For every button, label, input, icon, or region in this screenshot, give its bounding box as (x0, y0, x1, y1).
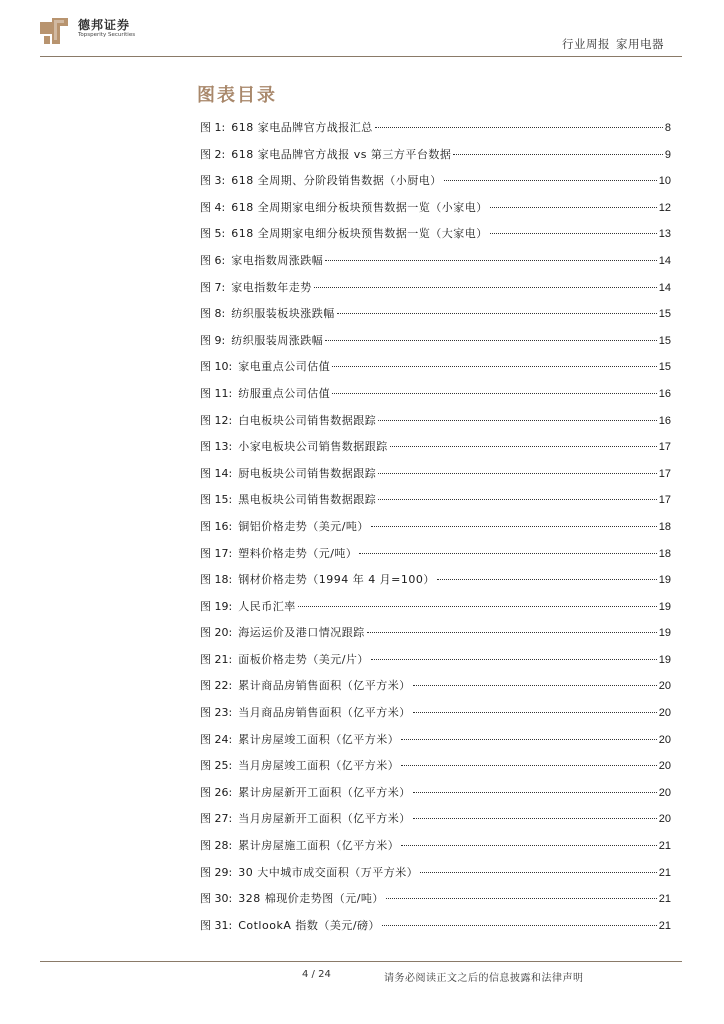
toc-entry-page: 19 (658, 600, 671, 613)
toc-leader-dots (413, 818, 657, 819)
toc-leader-dots (444, 180, 657, 181)
toc-leader-dots (401, 845, 657, 846)
toc-entry[interactable] (200, 358, 671, 385)
toc-entry[interactable] (200, 677, 671, 704)
toc-entry-number: 图 7: (200, 280, 226, 294)
toc-entry-number: 图 18: (200, 573, 233, 587)
toc-entry-page: 17 (658, 467, 671, 480)
toc-entry-title: 累计房屋竣工面积（亿平方米） (238, 732, 400, 746)
toc-leader-dots (298, 606, 657, 607)
toc-leader-dots (371, 526, 657, 527)
toc-entry-title: 人民币汇率 (238, 599, 296, 613)
toc-entry-page: 19 (658, 574, 671, 587)
toc-leader-dots (413, 685, 657, 686)
toc-entry-title: 家电指数年走势 (231, 280, 312, 294)
toc-entry-number: 图 12: (200, 413, 233, 427)
toc-entry-page: 21 (658, 840, 671, 853)
brand-name-cn: 德邦证券 (78, 18, 131, 32)
toc-leader-dots (371, 659, 657, 660)
toc-entry-title: 纺服重点公司估值 (238, 386, 331, 400)
toc-entry-title: 30 大中城市成交面积（万平方米） (238, 865, 419, 879)
toc-entry[interactable] (200, 837, 671, 864)
toc-leader-dots (378, 420, 657, 421)
toc-entry-title: 当月房屋新开工面积（亿平方米） (238, 812, 411, 826)
toc-entry-title: 累计商品房销售面积（亿平方米） (238, 679, 411, 693)
toc-entry-page: 15 (658, 308, 671, 321)
toc-entry[interactable] (200, 784, 671, 811)
toc-entry-number: 图 2: (200, 147, 226, 161)
toc-entry[interactable] (200, 332, 671, 359)
toc-entry[interactable] (200, 465, 671, 492)
toc-entry-number: 图 22: (200, 679, 233, 693)
toc-entry[interactable] (200, 225, 671, 252)
toc-entry-title: 618 家电品牌官方战报汇总 (231, 121, 373, 134)
toc-entry-number: 图 23: (200, 706, 233, 720)
toc-entry-number: 图 8: (200, 307, 226, 321)
toc-entry-title: 累计房屋新开工面积（亿平方米） (238, 785, 411, 799)
toc-entry-number: 图 4: (200, 200, 226, 214)
toc-leader-dots (367, 632, 657, 633)
toc-entry-page: 15 (658, 334, 671, 347)
toc-entry-number: 图 3: (200, 174, 226, 188)
toc-entry-page: 18 (658, 520, 671, 533)
toc-entry[interactable] (200, 917, 671, 944)
toc-entry[interactable] (200, 545, 671, 572)
toc-entry-page: 13 (658, 228, 671, 241)
toc-entry-page: 20 (658, 680, 671, 693)
toc-leader-dots (359, 553, 656, 554)
toc-entry[interactable] (200, 518, 671, 545)
toc-entry-number: 图 20: (200, 626, 233, 640)
header-divider (40, 56, 682, 57)
toc-entry-title: 618 全周期、分阶段销售数据（小厨电） (231, 174, 442, 188)
toc-leader-dots (453, 154, 662, 155)
toc-entry[interactable] (200, 438, 671, 465)
toc-entry-title: 厨电板块公司销售数据跟踪 (238, 466, 377, 480)
toc-entry-number: 图 26: (200, 785, 233, 799)
figure-toc-list (200, 119, 671, 943)
toc-leader-dots (375, 127, 663, 128)
toc-entry-title: 面板价格走势（美元/片） (238, 652, 369, 666)
toc-entry-title: 铜铝价格走势（美元/吨） (238, 519, 369, 533)
report-category (562, 36, 664, 52)
toc-entry[interactable] (200, 571, 671, 598)
toc-entry[interactable] (200, 890, 671, 917)
toc-entry[interactable] (200, 279, 671, 306)
toc-entry-number: 图 1: (200, 121, 226, 134)
toc-leader-dots (382, 925, 657, 926)
toc-leader-dots (378, 499, 657, 500)
toc-entry-page: 14 (658, 281, 671, 294)
toc-entry-page: 20 (658, 786, 671, 799)
toc-leader-dots (325, 340, 657, 341)
toc-entry-page: 9 (664, 148, 671, 161)
toc-entry-title: 家电指数周涨跌幅 (231, 253, 324, 267)
toc-entry-title: 618 全周期家电细分板块预售数据一览（大家电） (231, 227, 488, 241)
toc-leader-dots (490, 207, 657, 208)
toc-entry-title: 纺织服装板块涨跌幅 (231, 307, 335, 321)
toc-entry-number: 图 19: (200, 599, 233, 613)
toc-entry[interactable] (200, 305, 671, 332)
topsperity-logo-icon (38, 14, 72, 48)
toc-leader-dots (325, 260, 657, 261)
industry-name: 家用电器 (616, 37, 664, 51)
page-header (0, 0, 724, 60)
toc-entry-page: 20 (658, 760, 671, 773)
toc-entry-title: 618 全周期家电细分板块预售数据一览（小家电） (231, 200, 488, 214)
toc-leader-dots (413, 712, 657, 713)
toc-entry-title: 328 棉现价走势图（元/吨） (238, 892, 384, 906)
toc-entry-number: 图 15: (200, 493, 233, 507)
toc-entry-title: 家电重点公司估值 (238, 360, 331, 374)
toc-entry-title: CotlookA 指数（美元/磅） (238, 918, 381, 932)
toc-entry-title: 钢材价格走势（1994 年 4 月=100） (238, 573, 435, 587)
toc-entry-number: 图 13: (200, 440, 233, 454)
toc-entry[interactable] (200, 172, 671, 199)
toc-entry-page: 10 (658, 175, 671, 188)
toc-entry-number: 图 30: (200, 892, 233, 906)
toc-entry-page: 16 (658, 414, 671, 427)
toc-leader-dots (332, 366, 657, 367)
toc-entry-page: 20 (658, 707, 671, 720)
toc-entry[interactable] (200, 119, 671, 146)
toc-leader-dots (386, 898, 657, 899)
toc-entry-page: 15 (658, 361, 671, 374)
toc-entry-page: 21 (658, 919, 671, 932)
toc-leader-dots (420, 872, 657, 873)
toc-entry-number: 图 9: (200, 333, 226, 347)
toc-entry-number: 图 28: (200, 839, 233, 853)
toc-leader-dots (332, 393, 657, 394)
toc-entry[interactable] (200, 146, 671, 173)
toc-entry-title: 白电板块公司销售数据跟踪 (238, 413, 377, 427)
toc-entry[interactable] (200, 651, 671, 678)
toc-entry-page: 21 (658, 866, 671, 879)
toc-entry-title: 塑料价格走势（元/吨） (238, 546, 358, 560)
toc-entry[interactable] (200, 810, 671, 837)
toc-entry-title: 当月房屋竣工面积（亿平方米） (238, 759, 400, 773)
toc-entry-page: 19 (658, 627, 671, 640)
toc-entry[interactable] (200, 864, 671, 891)
toc-entry-page: 20 (658, 733, 671, 746)
brand-name-en: Topsperity Securities (78, 32, 136, 38)
toc-entry-number: 图 24: (200, 732, 233, 746)
report-type: 行业周报 (562, 37, 610, 51)
toc-entry-title: 黑电板块公司销售数据跟踪 (238, 493, 377, 507)
toc-leader-dots (437, 579, 657, 580)
toc-entry-page: 17 (658, 441, 671, 454)
toc-entry-page: 18 (658, 547, 671, 560)
toc-entry-page: 14 (658, 254, 671, 267)
toc-entry-title: 纺织服装周涨跌幅 (231, 333, 324, 347)
toc-entry-number: 图 27: (200, 812, 233, 826)
toc-entry-number: 图 25: (200, 759, 233, 773)
page-number: 4 / 24 (302, 969, 331, 980)
toc-entry-page: 8 (664, 122, 671, 134)
toc-entry-number: 图 10: (200, 360, 233, 374)
toc-entry-number: 图 14: (200, 466, 233, 480)
toc-entry[interactable] (200, 412, 671, 439)
toc-leader-dots (413, 792, 657, 793)
toc-entry-page: 16 (658, 387, 671, 400)
toc-entry-number: 图 29: (200, 865, 233, 879)
toc-entry-title: 618 家电品牌官方战报 vs 第三方平台数据 (231, 147, 452, 161)
toc-entry-page: 12 (658, 201, 671, 214)
toc-entry-title: 海运运价及港口情况跟踪 (238, 626, 365, 640)
toc-entry[interactable] (200, 385, 671, 412)
toc-entry-number: 图 31: (200, 918, 233, 932)
brand-logo (38, 14, 158, 48)
toc-entry-number: 图 17: (200, 546, 233, 560)
page-title: 图表目录 (197, 85, 277, 106)
toc-entry[interactable] (200, 252, 671, 279)
toc-leader-dots (337, 313, 657, 314)
toc-entry-number: 图 21: (200, 652, 233, 666)
toc-entry[interactable] (200, 624, 671, 651)
legal-disclaimer: 请务必阅读正文之后的信息披露和法律声明 (384, 973, 584, 984)
toc-entry[interactable] (200, 757, 671, 784)
toc-entry[interactable] (200, 491, 671, 518)
toc-entry-number: 图 6: (200, 253, 226, 267)
footer-divider (40, 961, 682, 962)
toc-entry-page: 21 (658, 893, 671, 906)
toc-leader-dots (401, 739, 657, 740)
toc-entry-title: 当月商品房销售面积（亿平方米） (238, 706, 411, 720)
toc-entry[interactable] (200, 704, 671, 731)
toc-entry-page: 19 (658, 653, 671, 666)
toc-leader-dots (378, 473, 657, 474)
toc-entry-page: 20 (658, 813, 671, 826)
toc-entry[interactable] (200, 731, 671, 758)
toc-entry[interactable] (200, 598, 671, 625)
toc-leader-dots (390, 446, 657, 447)
toc-leader-dots (314, 287, 657, 288)
toc-entry-number: 图 5: (200, 227, 226, 241)
toc-entry-title: 小家电板块公司销售数据跟踪 (238, 440, 388, 454)
toc-leader-dots (401, 765, 657, 766)
toc-entry-number: 图 11: (200, 386, 233, 400)
toc-entry-number: 图 16: (200, 519, 233, 533)
toc-entry[interactable] (200, 199, 671, 226)
toc-leader-dots (490, 233, 657, 234)
toc-entry-page: 17 (658, 494, 671, 507)
toc-entry-title: 累计房屋施工面积（亿平方米） (238, 839, 400, 853)
